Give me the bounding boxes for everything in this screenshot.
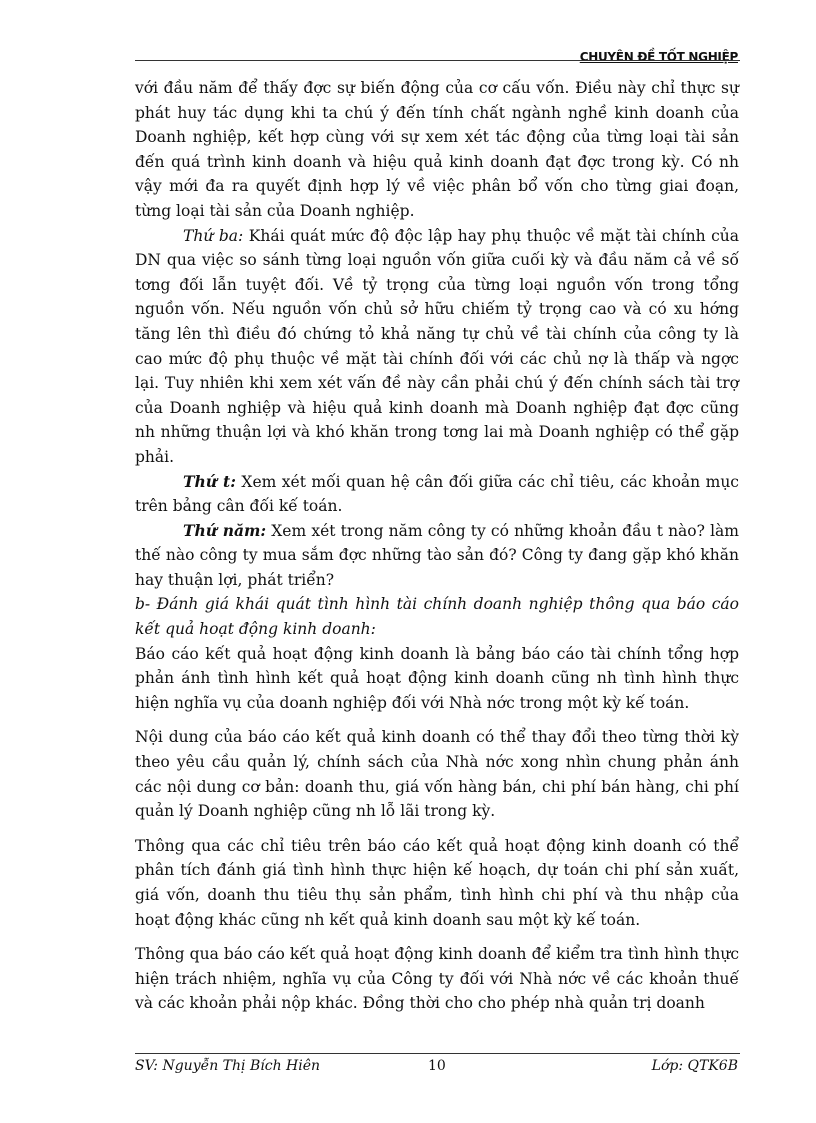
footer-rule [135, 1053, 740, 1054]
paragraph-thu-ba [135, 224, 739, 470]
footer-page-number: 10 [428, 1058, 446, 1074]
footer-student: SV: Nguyễn Thị Bích Hiên [135, 1058, 321, 1074]
paragraph-6: Nội dung của báo cáo kết quả kinh doanh có thể thay đổi theo từng thời kỳ theo yêu cầu quản lý, chính sách của Nhà nớc xong nhìn chung phản ánh các nội dung cơ bản: doanh thu, giá vốn hàng bán, chi phí bán hàng, chi phí quản lý Doanh nghiệp cũng nh lỗ lãi trong kỳ. [135, 728, 739, 821]
document-body [135, 76, 739, 1016]
text-thu-ba: Khái quát mức độ độc lập hay phụ thuộc về mặt tài chính của DN qua việc so sánh từng loại nguồn vốn giữa cuối kỳ và đầu năm cả về số tơng đối lẫn tuyệt đối. Về tỷ trọng của từng loại nguồn vốn trong tổng nguồn vốn. Nếu nguồn vốn chủ sở hữu chiếm tỷ trọng cao và có xu hớng tăng lên thì điều đó chứng tỏ khả năng tự chủ về tài chính của công ty là cao mức độ phụ thuộc về mặt tài chính đối với các chủ nợ là thấp và ngợc lại. Tuy nhiên khi xem xét vấn đề này cần phải chú ý đến chính sách tài trợ của Doanh nghiệp và hiệu quả kinh doanh mà Doanh nghiệp đạt đợc cũng nh những thuận lợi và khó khăn trong tơng lai mà Doanh nghiệp có thể gặp phải. [135, 226, 739, 466]
section-heading-b: b- Đánh giá khái quát tình hình tài chính doanh nghiệp thông qua báo cáo kết quả hoạt động kinh doanh: [135, 595, 739, 639]
paragraph-8: Thông qua báo cáo kết quả hoạt động kinh doanh để kiểm tra tình hình thực hiện trách nhiệm, nghĩa vụ của Công ty đối với Nhà nớc về các khoản thuế và các khoản phải nộp khác. Đồng thời cho cho phép nhà quản trị doanh [135, 945, 739, 1013]
label-thu-ba: Thứ ba: [183, 226, 244, 245]
paragraph-1: với đầu năm để thấy đợc sự biến động của cơ cấu vốn. Điều này chỉ thực sự phát huy tác dụng khi ta chú ý đến tính chất ngành nghề kinh doanh của Doanh nghiệp, kết hợp cùng với sự xem xét tác động của từng loại tài sản đến quá trình kinh doanh và hiệu quả kinh doanh đạt đợc trong kỳ. Có nh vậy mới đa ra quyết định hợp lý về việc phân bổ vốn cho từng giai đoạn, từng loại tài sản của Doanh nghiệp. [135, 79, 739, 220]
paragraph-7: Thông qua các chỉ tiêu trên báo cáo kết quả hoạt động kinh doanh có thể phân tích đánh giá tình hình thực hiện kế hoạch, dự toán chi phí sản xuất, giá vốn, doanh thu tiêu thụ sản phẩm, tình hình chi phí và thu nhập của hoạt động khác cũng nh kết quả kinh doanh sau một kỳ kế toán. [135, 836, 739, 929]
paragraph-thu-nam [135, 519, 739, 593]
label-thu-nam: Thứ năm: [183, 520, 267, 540]
text-thu-nam: Xem xét trong năm công ty có những khoản đầu t nào? làm thế nào công ty mua sắm đợc những tào sản đó? Công ty đang gặp khó khăn hay thuận lợi, phát triển? [135, 521, 739, 589]
header-rule [135, 60, 740, 61]
header-title: CHUYÊN ĐỀ TỐT NGHIỆP [579, 50, 738, 64]
paragraph-5: Báo cáo kết quả hoạt động kinh doanh là bảng báo cáo tài chính tổng hợp phản ánh tình hình kết quả hoạt động kinh doanh cũng nh tình hình thực hiện nghĩa vụ của doanh nghiệp đối với Nhà nớc trong một kỳ kế toán. [135, 644, 739, 712]
footer-class: Lớp: QTK6B [651, 1058, 738, 1074]
text-thu-tu: Xem xét mối quan hệ cân đối giữa các chỉ tiêu, các khoản mục trên bảng cân đối kế toán. [135, 472, 739, 516]
paragraph-thu-tu [135, 470, 739, 519]
label-thu-tu: Thứ t: [183, 471, 236, 491]
